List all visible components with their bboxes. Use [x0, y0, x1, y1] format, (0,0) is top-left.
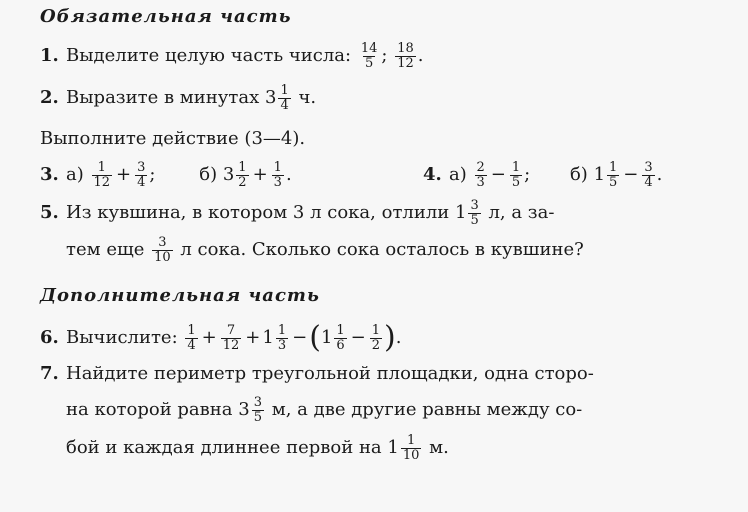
task-text: бой и каждая длиннее первой на [66, 437, 382, 458]
additional-heading: Дополнительная часть [40, 285, 320, 306]
denominator: 4 [280, 97, 289, 113]
fraction: $\frac{3}{4}$ [137, 159, 146, 190]
task-5-line-2 [66, 230, 584, 270]
mixed-number: 1 1 5 [593, 159, 618, 190]
task-3 [40, 155, 292, 195]
left-paren: ( [309, 320, 321, 355]
fraction: $\frac{1}{3}$ [273, 159, 282, 190]
task-number: 6. [40, 327, 59, 348]
item-label: а) [449, 164, 467, 185]
operator: + [201, 327, 217, 348]
operator: − [292, 327, 308, 348]
task-7-line-2 [66, 390, 582, 430]
separator: ; [381, 45, 388, 66]
period: . [656, 164, 663, 185]
denominator: 12 [397, 55, 414, 71]
operator: + [252, 164, 268, 185]
task-7-line-3 [66, 428, 449, 468]
task-number: 1. [40, 45, 59, 66]
operator: − [350, 327, 366, 348]
task-text: л сока. Сколько сока осталось в кувшине? [180, 239, 584, 260]
task-text: Выделите целую часть числа: [66, 45, 352, 66]
task-number: 4. [423, 164, 442, 185]
mandatory-heading: Обязательная часть [40, 6, 292, 27]
task-text: на которой равна [66, 399, 233, 420]
task-number: 2. [40, 87, 59, 108]
numerator: 18 [397, 40, 414, 56]
separator: ; [149, 164, 156, 185]
denominator: 5 [364, 55, 374, 71]
task-6 [40, 316, 402, 360]
fraction [278, 84, 290, 113]
task-number: 3. [40, 164, 59, 185]
fraction: $\frac{3}{4}$ [644, 159, 653, 190]
fraction: $\frac{1}{2}$ [371, 322, 381, 353]
operator: + [245, 327, 261, 348]
task-text: Выразите в минутах [66, 87, 260, 108]
period: . [395, 327, 402, 348]
task-text: л, а за- [488, 202, 555, 223]
operator: − [490, 164, 506, 185]
mixed-number: 1 1 6 [320, 322, 345, 353]
item-label: б) [569, 164, 588, 185]
whole-part: 3 [264, 87, 277, 108]
mixed-number: 1 3 5 [455, 197, 479, 228]
fraction [359, 42, 380, 71]
unit: ч. [298, 87, 317, 108]
right-paren: ) [384, 320, 396, 355]
task-text: м, а две другие равны между со- [271, 399, 583, 420]
period: . [285, 164, 292, 185]
task-text: тем еще [66, 239, 145, 260]
instruction: Выполните действие (3—4). [40, 128, 306, 149]
item-label: а) [66, 164, 84, 185]
item-label: б) [199, 164, 218, 185]
mixed-number: 1 1 10 [387, 432, 420, 463]
fraction: $\frac{2}{3}$ [476, 159, 485, 190]
task-4 [423, 155, 662, 195]
period: . [417, 45, 424, 66]
mixed-number: 3 1 2 [222, 159, 247, 190]
operator: − [623, 164, 639, 185]
fraction: $\frac{3}{10}$ [154, 234, 171, 265]
numerator: 1 [280, 82, 289, 98]
task-number: 7. [40, 363, 59, 384]
mixed-number: 3 3 5 [238, 394, 262, 425]
mixed-number [265, 78, 293, 118]
task-1 [40, 36, 423, 76]
fraction: $\frac{1}{4}$ [187, 322, 196, 353]
task-text: Найдите периметр треугольной площадки, одна сторо- [66, 363, 594, 384]
task-text: Из кувшина, в котором 3 л сока, отлили [66, 202, 450, 223]
fraction: $\frac{1}{12}$ [93, 159, 111, 190]
unit: м. [429, 437, 449, 458]
mixed-number: 1 1 3 [262, 322, 287, 353]
task-7-line-1 [40, 363, 594, 385]
fraction [395, 42, 416, 71]
separator: ; [524, 164, 531, 185]
task-2 [40, 78, 316, 118]
operator: + [116, 164, 132, 185]
fraction: $\frac{7}{12}$ [222, 322, 240, 353]
task-5-line-1 [40, 193, 554, 233]
task-number: 5. [40, 202, 59, 223]
task-text: Вычислите: [66, 327, 178, 348]
numerator: 14 [360, 40, 378, 56]
fraction: $\frac{1}{5}$ [511, 159, 521, 190]
